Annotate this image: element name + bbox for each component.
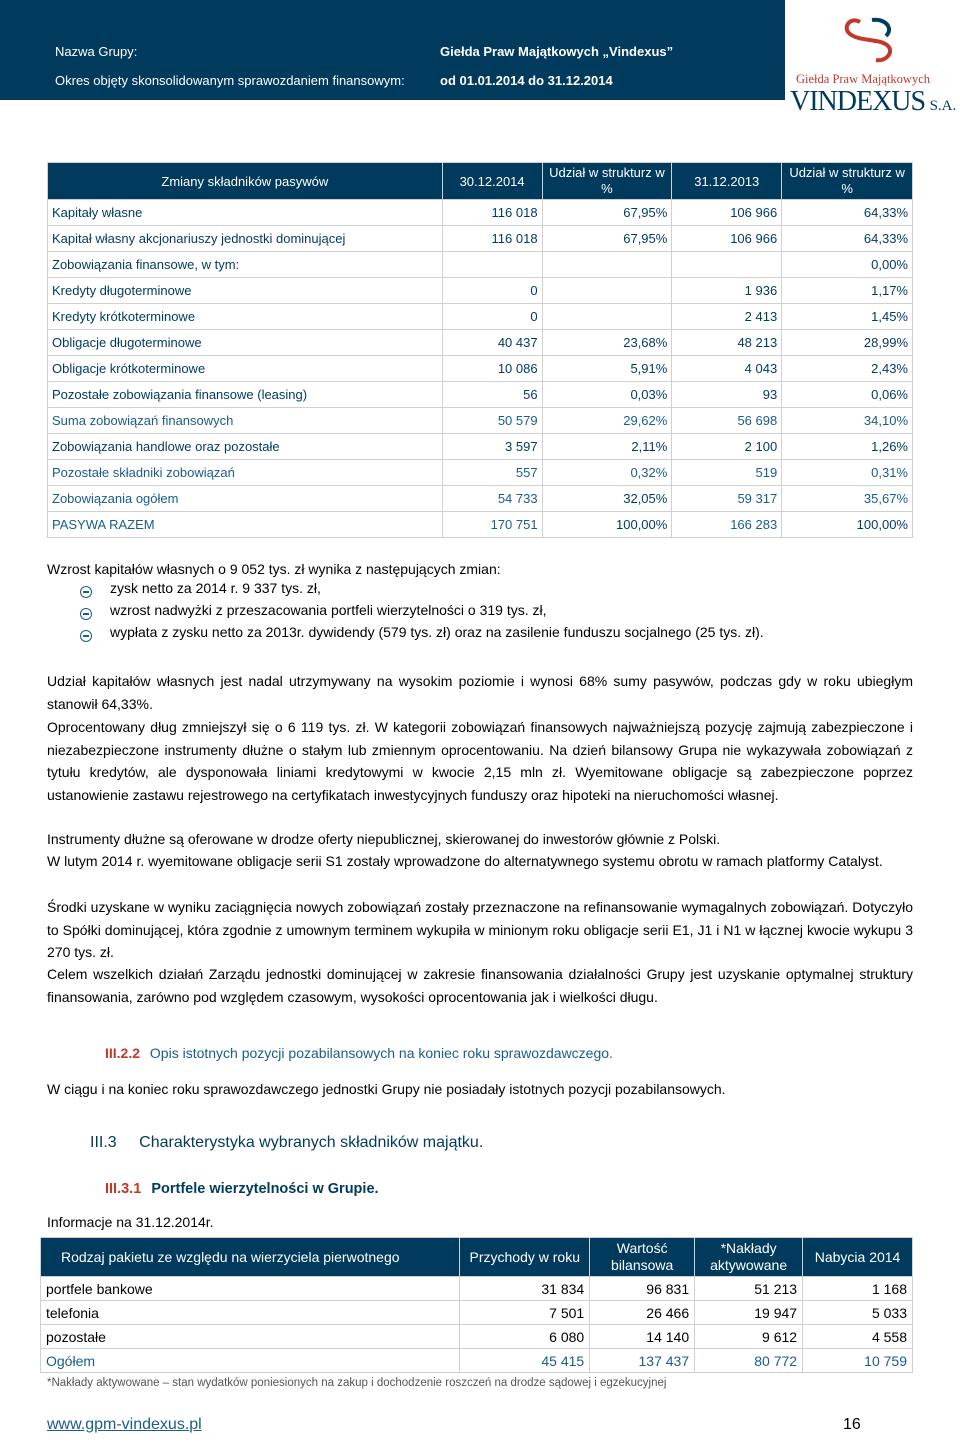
portfolio-header-row [41,1238,913,1277]
paragraph: W lutym 2014 r. wyemitowane obligacje serii S1 zostały wprowadzone do alternatywnego systemu obrotu w ramach platformy Catalyst. [47,853,883,869]
section-number: III.3 [90,1134,117,1151]
header-cell: Nabycia 2014 [803,1238,913,1277]
table-cell: 0 [442,304,542,330]
table-cell: 67,95% [542,200,672,226]
table-cell: 93 [672,382,782,408]
equity-bullet: wzrost nadwyżki z przeszacowania portfeli wierzytelności o 319 tys. zł, [110,602,547,618]
table-row [48,382,913,408]
header-cell: Przychody w roku [460,1238,590,1277]
table-cell: 51 213 [695,1277,803,1301]
table-cell: pozostałe [41,1325,460,1349]
table-cell: 80 772 [695,1349,803,1373]
table-row [48,434,913,460]
header-cell: Zmiany składników pasywów [48,163,443,200]
header-cell: Wartość bilansowa [590,1238,695,1277]
portfolio-table [40,1237,913,1373]
table-cell: 9 612 [695,1325,803,1349]
table-cell: 137 437 [590,1349,695,1373]
table-cell: 2 100 [672,434,782,460]
table-cell: 67,95% [542,226,672,252]
arrow-bullet-icon [80,630,92,642]
table-cell: 0,03% [542,382,672,408]
table-cell: 0,31% [782,460,913,486]
table-cell: 40 437 [442,330,542,356]
table-row [48,200,913,226]
table-cell: 10 759 [803,1349,913,1373]
table-cell: 557 [442,460,542,486]
table-cell: Suma zobowiązań finansowych [48,408,443,434]
table-row [48,252,913,278]
table-cell: 54 733 [442,486,542,512]
table-cell: 4 043 [672,356,782,382]
section-title: Opis istotnych pozycji pozabilansowych na koniec roku sprawozdawczego. [149,1045,613,1061]
table-cell: 2,43% [782,356,913,382]
paragraph: Udział kapitałów własnych jest nadal utrzymywany na wysokim poziomie i wynosi 68% sumy pasywów, podczas gdy w roku ubiegłym stanowił 64,33%. [47,673,913,712]
table-cell: Obligacje długoterminowe [48,330,443,356]
paragraph: Celem wszelkich działań Zarządu jednostki dominującej w zakresie finansowania działalności Grupy jest uzyskanie optymalnej struktury finansowania, zarówno pod względem czasowym, wysokości oprocentowania jak i wielkości długu. [47,966,913,1005]
table-cell: Pozostałe zobowiązania finansowe (leasing) [48,382,443,408]
table-cell: 100,00% [542,512,672,538]
table-cell: Kredyty krótkoterminowe [48,304,443,330]
table-cell: 106 966 [672,226,782,252]
vindexus-logo [790,12,958,117]
logo-top-text: Giełda Praw Majątkowych [796,72,930,86]
info-date: Informacje na 31.12.2014r. [47,1214,214,1230]
table-cell: 2 413 [672,304,782,330]
table-cell: Zobowiązania ogółem [48,486,443,512]
table-cell: 32,05% [542,486,672,512]
table-cell: Kapitały własne [48,200,443,226]
liabilities-table [47,162,913,538]
section-title: Charakterystyka wybranych składników majątku. [139,1134,484,1151]
header-cell: Udział w strukturz w % [782,163,913,200]
arrow-bullet-icon [80,608,92,620]
logo-wordmark [790,86,956,118]
table-cell: 56 698 [672,408,782,434]
table-cell: 35,67% [782,486,913,512]
website-link[interactable]: www.gpm-vindexus.pl [47,1416,202,1433]
equity-bullet: wypłata z zysku netto za 2013r. dywidendy (579 tys. zł) oraz na zasilenie funduszu socjalnego (25 tys. zł). [110,624,764,640]
section-322-heading [105,1045,613,1061]
table-cell: 34,10% [782,408,913,434]
section-322-text: W ciągu i na koniec roku sprawozdawczego jednostki Grupy nie posiadały istotnych pozycji pozabilansowych. [47,1081,726,1097]
table-cell: 0,06% [782,382,913,408]
table-cell: 19 947 [695,1301,803,1325]
section-title: Portfele wierzytelności w Grupie. [151,1181,379,1197]
table-cell: 0,32% [542,460,672,486]
section-number: III.2.2 [105,1045,141,1061]
table-cell: 56 [442,382,542,408]
table-row [48,356,913,382]
table-cell [672,252,782,278]
table-cell: 48 213 [672,330,782,356]
table-row [48,226,913,252]
footnote: *Nakłady aktywowane – stan wydatków poniesionych na zakup i dochodzenie roszczeń na drodze sądowej i egzekucyjnej [47,1377,667,1389]
table-cell: 28,99% [782,330,913,356]
table-cell: 59 317 [672,486,782,512]
group-row [55,44,674,59]
group-value: Giełda Praw Majątkowych „Vindexus” [440,44,674,59]
table-cell: 10 086 [442,356,542,382]
paragraph: Instrumenty dłużne są oferowane w drodze oferty niepublicznej, skierowanej do inwestorów głównie z Polski. [47,831,721,847]
table-row [41,1349,913,1373]
table-cell: 116 018 [442,226,542,252]
header-cell: 30.12.2014 [442,163,542,200]
table-cell: portfele bankowe [41,1277,460,1301]
table-cell: 64,33% [782,226,913,252]
table-cell: Ogółem [41,1349,460,1373]
table-cell: Kapitał własny akcjonariuszy jednostki dominującej [48,226,443,252]
table-cell: 106 966 [672,200,782,226]
table-cell: 4 558 [803,1325,913,1349]
paragraph: Środki uzyskane w wyniku zaciągnięcia nowych zobowiązań zostały przeznaczone na refinansowanie wymagalnych zobowiązań. Dotyczyło to Spółki dominującej, która zgodnie z umownym terminem wykupiła w minionym roku obligacje serii E1, J1 i N1 w łącznej kwocie wykupu 3 270 tys. zł. [47,899,913,960]
table-cell: telefonia [41,1301,460,1325]
table-row [48,486,913,512]
section-number: III.3.1 [105,1181,142,1197]
table-cell: 0 [442,278,542,304]
table-cell: 7 501 [460,1301,590,1325]
table-row [41,1301,913,1325]
header-cell: *Nakłady aktywowane [695,1238,803,1277]
period-label: Okres objęty skonsolidowanym sprawozdaniem finansowym: [55,73,405,88]
table-cell: Kredyty długoterminowe [48,278,443,304]
period-row [55,73,613,88]
header-cell: 31.12.2013 [672,163,782,200]
table-cell: 31 834 [460,1277,590,1301]
table-cell: 45 415 [460,1349,590,1373]
table-cell: 0,00% [782,252,913,278]
table-cell: 64,33% [782,200,913,226]
table-cell: 100,00% [782,512,913,538]
table-cell: Pozostałe składniki zobowiązań [48,460,443,486]
table-cell [542,252,672,278]
table-row [41,1325,913,1349]
table-cell: 1,17% [782,278,913,304]
table-cell: 170 751 [442,512,542,538]
table-cell: 29,62% [542,408,672,434]
table-row [48,408,913,434]
table-cell: 1 936 [672,278,782,304]
table-cell: 116 018 [442,200,542,226]
table-row [41,1277,913,1301]
logo-main-text: VINDEXUS [790,86,926,117]
table-cell: Zobowiązania finansowe, w tym: [48,252,443,278]
table-cell: 519 [672,460,782,486]
table-cell: 1,45% [782,304,913,330]
table-cell: 14 140 [590,1325,695,1349]
paragraph: Oprocentowany dług zmniejszył się o 6 119 tys. zł. W kategorii zobowiązań finansowych najważniejszą pozycję zajmują zabezpieczone i niezabezpieczone instrumenty dłużne o stałym lub zmiennym oprocentowaniu. Na dzień bilansowy Grupa nie wykazywała zobowiązań z tytułu kredytów, ale dysponowała liniami kredytowymi w kwocie 2,15 mln zł. Wyemitowane obligacje są zabezpieczone poprzez ustanowienie zastawu rejestrowego na certyfikatach inwestycyjnych funduszy oraz hipoteki na nieruchomości własnej. [47,719,913,803]
table-cell [442,252,542,278]
table-cell [542,304,672,330]
table-cell: 26 466 [590,1301,695,1325]
group-label: Nazwa Grupy: [55,44,138,59]
table-cell: 5,91% [542,356,672,382]
section-33-heading [90,1134,483,1152]
table-row [48,304,913,330]
arrow-bullet-icon [80,586,92,598]
table-cell: 5 033 [803,1301,913,1325]
table-cell: 1 168 [803,1277,913,1301]
table-row [48,512,913,538]
table-cell: 3 597 [442,434,542,460]
liabilities-header-row [48,163,913,200]
table-cell: PASYWA RAZEM [48,512,443,538]
header-cell: Udział w strukturz w % [542,163,672,200]
equity-intro: Wzrost kapitałów własnych o 9 052 tys. zł wynika z następujących zmian: [47,561,501,577]
table-cell: 6 080 [460,1325,590,1349]
page-number: 16 [843,1416,861,1433]
table-cell: 166 283 [672,512,782,538]
table-row [48,460,913,486]
table-cell: 23,68% [542,330,672,356]
table-cell: 50 579 [442,408,542,434]
table-row [48,278,913,304]
table-row [48,330,913,356]
period-value: od 01.01.2014 do 31.12.2014 [440,73,613,88]
header-cell: Rodzaj pakietu ze względu na wierzyciela pierwotnego [41,1238,460,1277]
section-331-heading [105,1181,379,1197]
logo-suffix-text: S.A. [929,98,957,114]
table-cell: Zobowiązania handlowe oraz pozostałe [48,434,443,460]
equity-bullet: zysk netto za 2014 r. 9 337 tys. zł, [110,580,321,596]
table-cell: 1,26% [782,434,913,460]
table-cell: 96 831 [590,1277,695,1301]
table-cell: 2,11% [542,434,672,460]
table-cell [542,278,672,304]
table-cell: Obligacje krótkoterminowe [48,356,443,382]
